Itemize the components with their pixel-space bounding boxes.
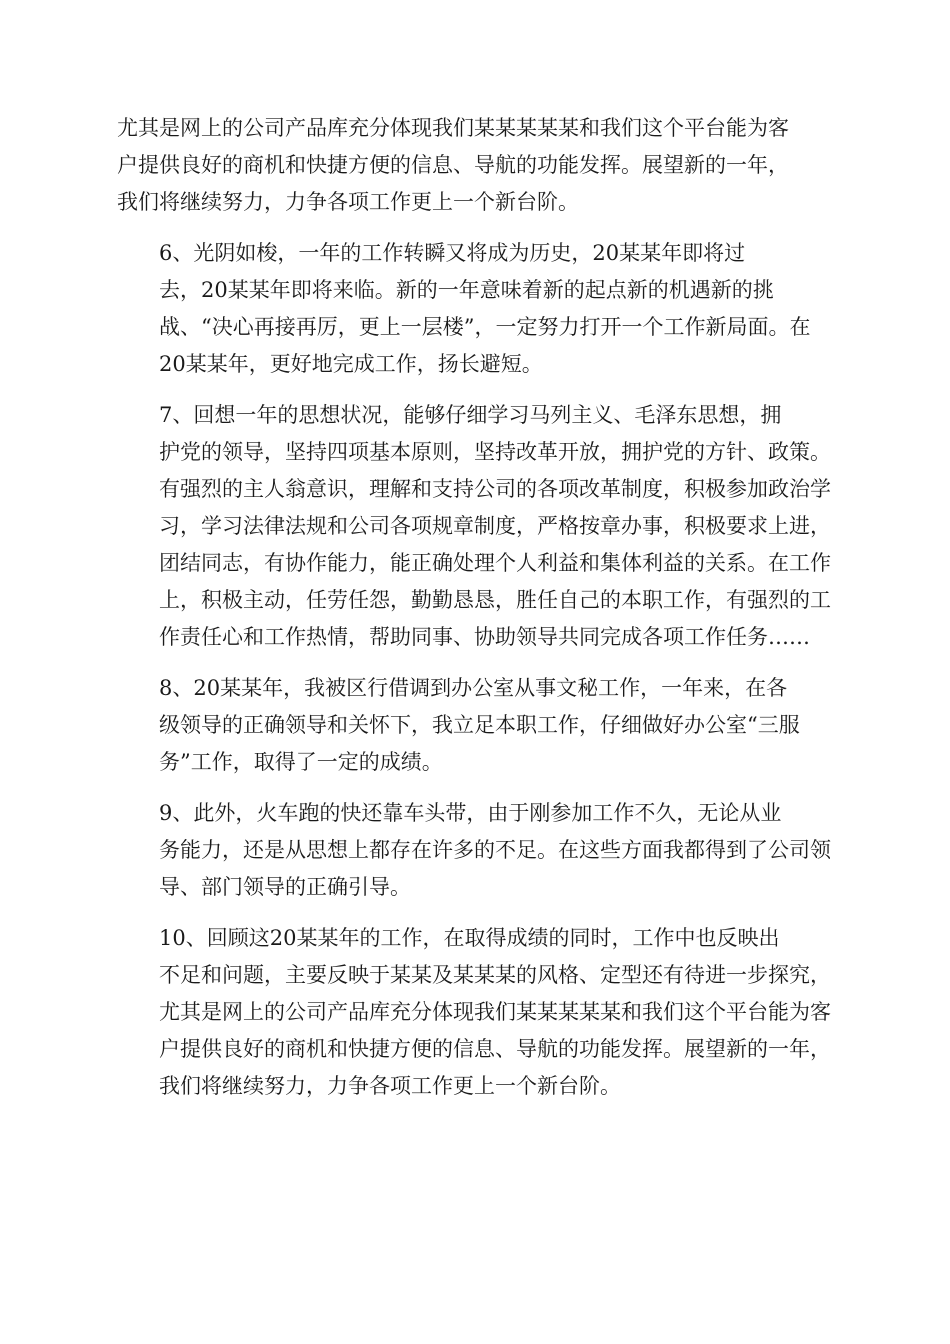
- text-line: 我们将继续努力，力争各项工作更上一个新台阶。: [117, 190, 579, 214]
- text-line: 有强烈的主人翁意识，理解和支持公司的各项改革制度，积极参加政治学: [159, 477, 831, 501]
- paragraph-item-7: [117, 397, 833, 656]
- text-line: 10、回顾这20某某年的工作，在取得成绩的同时，工作中也反映出: [159, 926, 780, 950]
- text-line: 不足和问题，主要反映于某某及某某某的风格、定型还有待进一步探究，: [159, 963, 831, 987]
- text-line: 作责任心和工作热情，帮助同事、协助领导共同完成各项工作任务……: [159, 625, 810, 649]
- text-line: 护党的领导，坚持四项基本原则，坚持改革开放，拥护党的方针、政策。: [159, 440, 831, 464]
- paragraph-continuation: [117, 110, 833, 221]
- text-line: 级领导的正确领导和关怀下，我立足本职工作，仔细做好办公室“三服: [159, 713, 800, 737]
- text-line: 户提供良好的商机和快捷方便的信息、导航的功能发挥。展望新的一年，: [159, 1037, 831, 1061]
- document-page: [117, 110, 833, 1119]
- text-line: 20某某年，更好地完成工作，扬长避短。: [159, 352, 543, 376]
- text-line: 习，学习法律法规和公司各项规章制度，严格按章办事，积极要求上进，: [159, 514, 831, 538]
- text-line: 尤其是网上的公司产品库充分体现我们某某某某某和我们这个平台能为客: [117, 116, 789, 140]
- paragraph-item-10: [117, 920, 833, 1105]
- text-line: 尤其是网上的公司产品库充分体现我们某某某某某和我们这个平台能为客: [159, 1000, 831, 1024]
- text-line: 8、20某某年，我被区行借调到办公室从事文秘工作，一年来，在各: [159, 676, 788, 700]
- text-line: 户提供良好的商机和快捷方便的信息、导航的功能发挥。展望新的一年，: [117, 153, 789, 177]
- text-line: 务”工作，取得了一定的成绩。: [159, 750, 443, 774]
- text-line: 团结同志，有协作能力，能正确处理个人利益和集体利益的关系。在工作: [159, 551, 831, 575]
- text-line: 上，积极主动，任劳任怨，勤勤恳恳，胜任自己的本职工作，有强烈的工: [159, 588, 831, 612]
- text-line: 战、“决心再接再厉，更上一层楼”，一定努力打开一个工作新局面。在: [159, 315, 811, 339]
- paragraph-item-6: [117, 235, 833, 383]
- text-line: 导、部门领导的正确引导。: [159, 875, 411, 899]
- text-line: 6、光阴如梭，一年的工作转瞬又将成为历史，20某某年即将过: [159, 241, 746, 265]
- text-line: 务能力，还是从思想上都存在许多的不足。在这些方面我都得到了公司领: [159, 838, 831, 862]
- text-line: 去，20某某年即将来临。新的一年意味着新的起点新的机遇新的挑: [159, 278, 774, 302]
- text-line: 7、回想一年的思想状况，能够仔细学习马列主义、毛泽东思想，拥: [159, 403, 782, 427]
- paragraph-item-8: [117, 670, 833, 781]
- text-line: 9、此外，火车跑的快还靠车头带，由于刚参加工作不久，无论从业: [159, 801, 782, 825]
- text-line: 我们将继续努力，力争各项工作更上一个新台阶。: [159, 1074, 621, 1098]
- paragraph-item-9: [117, 795, 833, 906]
